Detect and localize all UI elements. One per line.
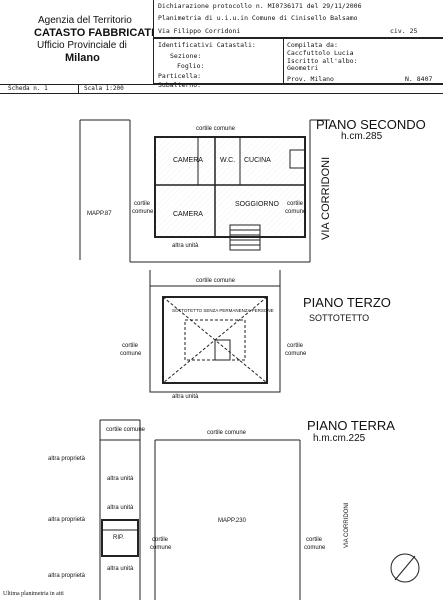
label-altra-proprieta-3: altra proprietà [48, 573, 86, 579]
planimetry-text: Planimetria di u.i.u.in Comune di Cinisello Balsamo [158, 14, 358, 22]
compilata-name: Caccfuttolo Lucia [287, 49, 354, 57]
civic-text: civ. 25 [390, 27, 418, 35]
label-via-corridoni-big: VIA CORRIDONI [320, 156, 332, 240]
catasto-title: Identificativi Catastali: [158, 41, 256, 49]
label-wc: W.C. [220, 157, 236, 164]
catasto-particella: Particella: [158, 72, 202, 80]
label-mapp230: MAPP.230 [218, 518, 246, 524]
catasto-foglio: Foglio: [177, 62, 205, 70]
piano-secondo-title: PIANO SECONDO [316, 117, 426, 132]
piano-terzo-title: PIANO TERZO [303, 295, 391, 310]
label-comune-terzo-right: comune [285, 351, 307, 357]
piano-secondo-plan [80, 120, 330, 262]
label-camera-2: CAMERA [173, 211, 203, 218]
label-cucina: CUCINA [244, 157, 271, 164]
label-cortile-comune-terra-2: cortile comune [207, 430, 247, 436]
label-altra-unita-secondo: altra unità [172, 243, 199, 249]
piano-terzo-plan [150, 270, 280, 392]
label-cortile-comune-top: cortile comune [196, 126, 236, 132]
label-cortile-terzo-left: cortile [122, 343, 139, 349]
label-altra-unita-terzo: altra unità [172, 394, 199, 400]
piano-secondo-height: h.cm.285 [341, 131, 383, 142]
catasto-subalterno: Subalterno: [158, 81, 202, 89]
label-cortile-left: cortile [134, 201, 151, 207]
label-cortile-terra-left: cortile [152, 537, 169, 543]
catasto-sezione: Sezione: [170, 52, 202, 60]
footer-note: Ultima planimetria in atti [3, 591, 64, 597]
label-altra-proprieta-2: altra proprietà [48, 517, 86, 523]
piano-terra-height: h.m.cm.225 [313, 433, 366, 444]
label-cortile-comune-terra-1: cortile comune [106, 427, 146, 433]
scheda-scale: Scala 1:200 [84, 85, 124, 92]
label-comune-terra-right: comune [304, 545, 326, 551]
piano-terzo-subtitle: SOTTOTETTO [309, 313, 370, 323]
label-altra-proprieta-1: altra proprietà [48, 456, 86, 462]
label-soggiorno: SOGGIORNO [235, 201, 279, 208]
label-cortile-comune-terzo: cortile comune [196, 278, 236, 284]
label-cortile-right: cortile [287, 201, 304, 207]
label-altra-unita-terra-1: altra unità [107, 476, 134, 482]
label-via-corridoni-small: VIA CORRIDONI [344, 502, 350, 548]
label-comune-left: comune [132, 209, 154, 215]
compilata-iscritto: Iscritto all'albo: [287, 57, 358, 65]
compilata-albo: Geometri [287, 64, 319, 72]
label-camera-1: CAMERA [173, 157, 203, 164]
scheda-sheet: Scheda n. 1 [8, 85, 48, 92]
label-comune-terra-left: comune [150, 545, 172, 551]
piano-terra-plan [100, 420, 419, 600]
agency-line-1: Agenzia del Territorio [38, 15, 132, 26]
label-mapp87: MAPP.87 [87, 211, 112, 217]
agency-line-2: CATASTO FABBRICATI [34, 27, 155, 39]
label-sottotetto-note: SOTTOTETTO SENZA PERMANENZA PERSONE [172, 308, 274, 313]
label-altra-unita-terra-3: altra unità [107, 566, 134, 572]
street-text: Via Filippo Corridoni [158, 27, 241, 35]
label-cortile-terzo-right: cortile [287, 343, 304, 349]
compilata-label: Compilata da: [287, 41, 338, 49]
label-altra-unita-terra-2: altra unità [107, 505, 134, 511]
label-rip: RIP. [113, 535, 124, 541]
compilata-prov: Prov. Milano [287, 75, 334, 83]
label-comune-terzo-left: comune [120, 351, 142, 357]
piano-terra-title: PIANO TERRA [307, 418, 395, 433]
label-cortile-terra-right: cortile [306, 537, 323, 543]
agency-line-4: Milano [65, 52, 100, 64]
compilata-num: N. 8407 [405, 75, 433, 83]
protocol-text: Dichiarazione protocollo n. MI0736171 del 29/11/2006 [158, 2, 362, 10]
agency-line-3: Ufficio Provinciale di [37, 40, 127, 51]
label-comune-right: comune [285, 209, 307, 215]
